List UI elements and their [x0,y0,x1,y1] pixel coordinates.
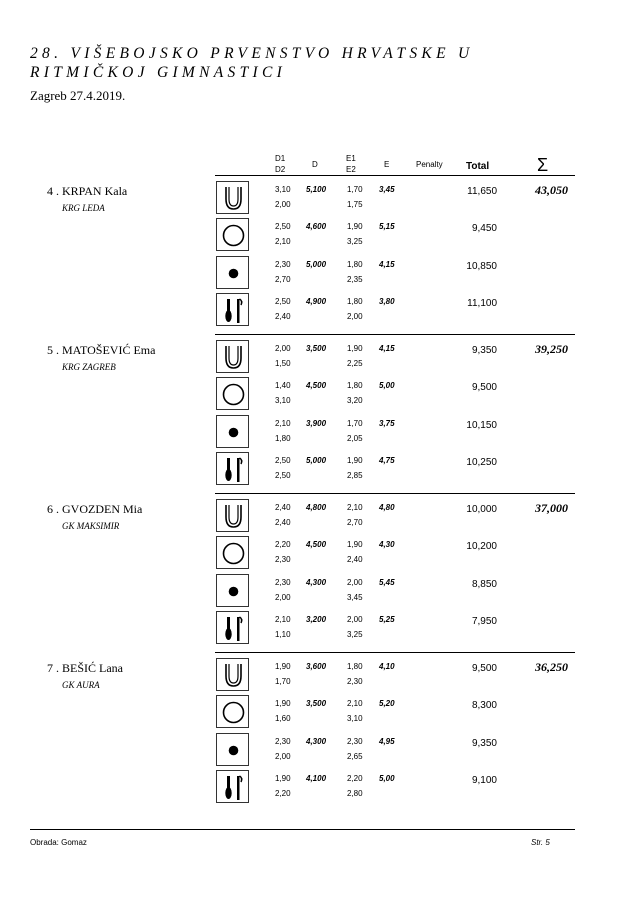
score-e1: 2,10 [347,503,363,512]
header-d1-d2 [275,153,285,175]
score-d: 3,200 [306,615,327,624]
athlete-block [0,661,629,819]
score-d2: 2,10 [275,237,291,246]
apparatus-row [0,293,629,330]
score-e1: 1,70 [347,419,363,428]
apparatus-total: 9,500 [471,663,497,674]
score-d1: 1,90 [275,662,291,671]
header-penalty: Penalty [416,160,443,169]
all-around-total: 39,250 [535,342,568,356]
score-e1: 1,70 [347,185,363,194]
score-e1: 2,20 [347,774,363,783]
header-sigma: Σ [537,155,549,175]
page-title: 28. VIŠEBOJSKO PRVENSTVO HRVATSKE U RITMIČKOJ GIMNASTICI [30,45,474,81]
clubs-icon [216,256,249,289]
score-d1: 2,40 [275,503,291,512]
score-d: 4,500 [306,540,327,549]
event-date: Zagreb 27.4.2019. [30,88,126,103]
score-d2: 1,70 [275,677,291,686]
apparatus-row [0,658,629,695]
score-e: 3,75 [379,419,395,428]
apparatus-total: 9,500 [471,382,497,393]
athlete-separator [215,175,575,176]
score-d: 4,600 [306,222,327,231]
apparatus-total: 11,100 [467,298,497,309]
score-e: 5,20 [379,699,395,708]
ball-icon [216,695,249,728]
hoop-icon [216,499,249,532]
score-e1: 2,10 [347,699,363,708]
footer-credit: Obrada: Gomaz [30,838,87,847]
apparatus-total: 9,350 [471,738,497,749]
score-e1: 1,80 [347,297,363,306]
score-d1: 2,50 [275,297,291,306]
score-d2: 2,40 [275,312,291,321]
score-e2: 3,25 [347,630,363,639]
apparatus-total: 9,450 [471,223,497,234]
score-e2: 3,10 [347,714,363,723]
header-total: Total [466,161,490,172]
score-d: 5,100 [306,185,327,194]
score-e1: 1,80 [347,260,363,269]
score-d: 5,000 [306,456,327,465]
apparatus-row [0,695,629,732]
clubs-icon [216,574,249,607]
apparatus-total: 9,100 [471,775,497,786]
score-e2: 2,00 [347,312,363,321]
score-e1: 1,90 [347,540,363,549]
hoop-icon [216,658,249,691]
score-d: 3,900 [306,419,327,428]
score-d1: 2,00 [275,344,291,353]
score-d1: 2,30 [275,737,291,746]
hoop-icon [216,340,249,373]
score-e2: 2,30 [347,677,363,686]
athlete-club: GK AURA [62,680,100,690]
score-d2: 2,00 [275,752,291,761]
score-d: 5,000 [306,260,327,269]
athlete-name: 5 . MATOŠEVIĆ Ema [47,343,156,357]
apparatus-row [0,574,629,611]
score-e2: 2,80 [347,789,363,798]
header-d2: D2 [275,165,286,174]
score-d1: 3,10 [275,185,291,194]
athlete-club: GK MAKSIMIR [62,521,120,531]
score-e2: 3,25 [347,237,363,246]
apparatus-row [0,340,629,377]
clubs-icon [216,415,249,448]
athlete-name: 4 . KRPAN Kala [47,184,128,198]
score-e2: 2,65 [347,752,363,761]
apparatus-total: 11,650 [467,186,497,197]
athlete-name: 7 . BEŠIĆ Lana [47,661,123,675]
score-d1: 1,90 [275,699,291,708]
ribbon-icon [216,452,249,485]
score-e2: 2,40 [347,555,363,564]
score-e: 5,25 [379,615,395,624]
apparatus-total: 10,200 [466,541,497,552]
score-e1: 2,00 [347,578,363,587]
athlete-club: KRG ZAGREB [62,362,116,372]
score-d2: 2,00 [275,593,291,602]
score-e2: 3,45 [347,593,363,602]
score-e: 3,80 [379,297,395,306]
score-e: 5,15 [379,222,395,231]
ball-icon [216,536,249,569]
score-d2: 1,10 [275,630,291,639]
ribbon-icon [216,293,249,326]
apparatus-row [0,499,629,536]
header-d1: D1 [275,154,286,163]
score-d1: 2,20 [275,540,291,549]
score-e2: 2,35 [347,275,363,284]
page-number: Str. 5 [531,838,550,847]
apparatus-row [0,377,629,414]
apparatus-total: 7,950 [471,616,497,627]
score-e: 5,00 [379,774,395,783]
score-d1: 2,30 [275,578,291,587]
all-around-total: 36,250 [535,660,568,674]
score-e2: 3,20 [347,396,363,405]
score-d2: 2,70 [275,275,291,284]
score-d2: 1,80 [275,434,291,443]
header-e1: E1 [346,154,356,163]
score-d: 4,900 [306,297,327,306]
score-e: 4,30 [379,540,395,549]
athlete-separator [215,652,575,653]
apparatus-total: 10,150 [466,420,497,431]
score-d: 4,500 [306,381,327,390]
athlete-separator [215,334,575,335]
score-e1: 1,90 [347,222,363,231]
footer-divider [30,829,575,830]
score-e2: 2,05 [347,434,363,443]
clubs-icon [216,733,249,766]
score-d2: 2,00 [275,200,291,209]
score-d: 3,500 [306,699,327,708]
hoop-icon [216,181,249,214]
apparatus-row [0,770,629,807]
athlete-separator [215,493,575,494]
ribbon-icon [216,611,249,644]
apparatus-total: 10,850 [466,261,497,272]
score-d2: 2,40 [275,518,291,527]
apparatus-row [0,733,629,770]
score-d2: 2,20 [275,789,291,798]
score-e1: 1,90 [347,456,363,465]
score-d1: 2,50 [275,456,291,465]
score-e: 3,45 [379,185,395,194]
athlete-block [0,502,629,660]
score-e: 5,00 [379,381,395,390]
score-d1: 1,40 [275,381,291,390]
apparatus-total: 10,000 [466,504,497,515]
score-e: 4,15 [379,260,395,269]
apparatus-row [0,415,629,452]
score-e2: 2,70 [347,518,363,527]
athlete-name: 6 . GVOZDEN Mia [47,502,143,516]
apparatus-total: 10,250 [466,457,497,468]
apparatus-total: 9,350 [471,345,497,356]
athlete-block [0,184,629,342]
score-d2: 1,50 [275,359,291,368]
all-around-total: 37,000 [535,501,568,515]
score-d2: 3,10 [275,396,291,405]
score-e: 5,45 [379,578,395,587]
athlete-block [0,343,629,501]
score-e: 4,95 [379,737,395,746]
ribbon-icon [216,770,249,803]
score-d1: 2,30 [275,260,291,269]
score-e2: 1,75 [347,200,363,209]
apparatus-row [0,256,629,293]
score-e2: 2,85 [347,471,363,480]
score-e: 4,75 [379,456,395,465]
ball-icon [216,218,249,251]
score-d2: 1,60 [275,714,291,723]
header-e1-e2 [346,153,356,175]
score-d: 4,800 [306,503,327,512]
score-e: 4,15 [379,344,395,353]
header-e: E [384,160,390,169]
score-d2: 2,30 [275,555,291,564]
apparatus-total: 8,300 [471,700,497,711]
score-d: 4,300 [306,578,327,587]
score-e1: 1,80 [347,381,363,390]
score-e1: 2,00 [347,615,363,624]
score-d1: 2,50 [275,222,291,231]
header-e2: E2 [346,165,356,174]
score-e1: 1,90 [347,344,363,353]
score-d1: 2,10 [275,419,291,428]
score-d1: 2,10 [275,615,291,624]
score-d1: 1,90 [275,774,291,783]
apparatus-row [0,218,629,255]
apparatus-total: 8,850 [471,579,497,590]
apparatus-row [0,181,629,218]
ball-icon [216,377,249,410]
score-d: 4,100 [306,774,327,783]
score-e1: 1,80 [347,662,363,671]
apparatus-row [0,611,629,648]
score-e2: 2,25 [347,359,363,368]
all-around-total: 43,050 [535,183,568,197]
score-e: 4,80 [379,503,395,512]
score-d: 4,300 [306,737,327,746]
header-d: D [312,160,318,169]
score-d: 3,600 [306,662,327,671]
athlete-club: KRG LEDA [62,203,105,213]
score-d: 3,500 [306,344,327,353]
score-e1: 2,30 [347,737,363,746]
score-e: 4,10 [379,662,395,671]
apparatus-row [0,536,629,573]
apparatus-row [0,452,629,489]
score-d2: 2,50 [275,471,291,480]
